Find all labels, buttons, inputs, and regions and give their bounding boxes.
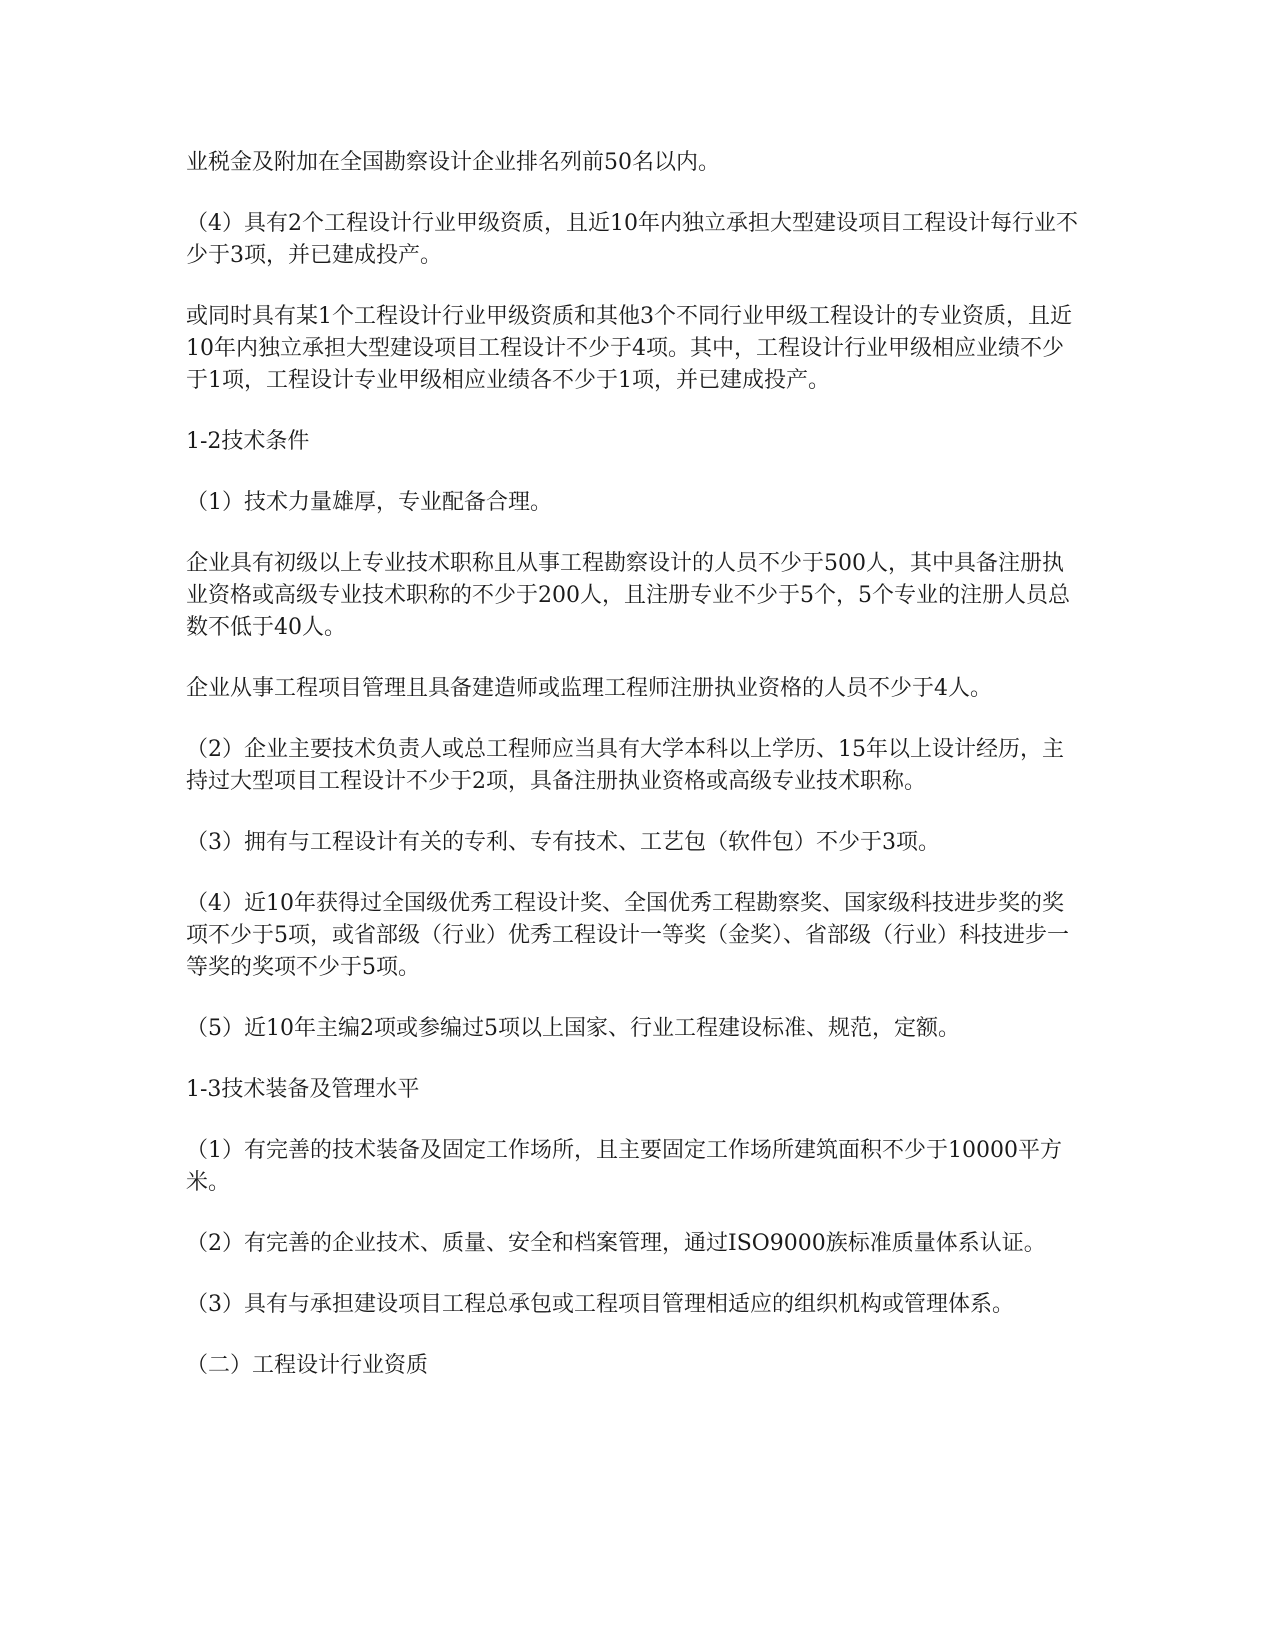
paragraph-tech-item-2: （2）企业主要技术负责人或总工程师应当具有大学本科以上学历、15年以上设计经历，主持过大型项目工程设计不少于2项，具备注册执业资格或高级专业技术职称。 — [186, 737, 1064, 794]
section-heading-industry-qualification: （二）工程设计行业资质 — [186, 1353, 429, 1378]
document-body — [186, 147, 1080, 1411]
section-heading-1-3: 1-3技术装备及管理水平 — [186, 1077, 420, 1102]
paragraph-equipment-item-1: （1）有完善的技术装备及固定工作场所，且主要固定工作场所建筑面积不少于10000平方米。 — [186, 1138, 1062, 1195]
paragraph-tech-item-3: （3）拥有与工程设计有关的专利、专有技术、工艺包（软件包）不少于3项。 — [186, 830, 940, 855]
paragraph-tech-item-4: （4）近10年获得过全国级优秀工程设计奖、全国优秀工程勘察奖、国家级科技进步奖的奖项不少于5项，或省部级（行业）优秀工程设计一等奖（金奖）、省部级（行业）科技进步一等奖的奖项不少于5项。 — [186, 891, 1070, 980]
paragraph-equipment-item-2: （2）有完善的企业技术、质量、安全和档案管理，通过ISO9000族标准质量体系认证。 — [186, 1231, 1046, 1256]
section-heading-1-2: 1-2技术条件 — [186, 429, 310, 454]
paragraph-project-management-personnel: 企业从事工程项目管理且具备建造师或监理工程师注册执业资格的人员不少于4人。 — [186, 676, 992, 701]
paragraph-alternative-qualification: 或同时具有某1个工程设计行业甲级资质和其他3个不同行业甲级工程设计的专业资质，且近10年内独立承担大型建设项目工程设计不少于4项。其中，工程设计行业甲级相应业绩不少于1项，工程设计专业甲级相应业绩各不少于1项，并已建成投产。 — [186, 304, 1072, 393]
paragraph-tax-ranking: 业税金及附加在全国勘察设计企业排名列前50名以内。 — [186, 150, 720, 175]
paragraph-item-4-industry-qualification: （4）具有2个工程设计行业甲级资质，且近10年内独立承担大型建设项目工程设计每行业不少于3项，并已建成投产。 — [186, 211, 1078, 268]
paragraph-personnel-requirement: 企业具有初级以上专业技术职称且从事工程勘察设计的人员不少于500人，其中具备注册执业资格或高级专业技术职称的不少于200人，且注册专业不少于5个，5个专业的注册人员总数不低于40人。 — [186, 551, 1070, 640]
paragraph-equipment-item-3: （3）具有与承担建设项目工程总承包或工程项目管理相适应的组织机构或管理体系。 — [186, 1292, 1014, 1317]
paragraph-tech-item-5: （5）近10年主编2项或参编过5项以上国家、行业工程建设标准、规范，定额。 — [186, 1016, 960, 1041]
paragraph-tech-item-1: （1）技术力量雄厚，专业配备合理。 — [186, 490, 552, 515]
